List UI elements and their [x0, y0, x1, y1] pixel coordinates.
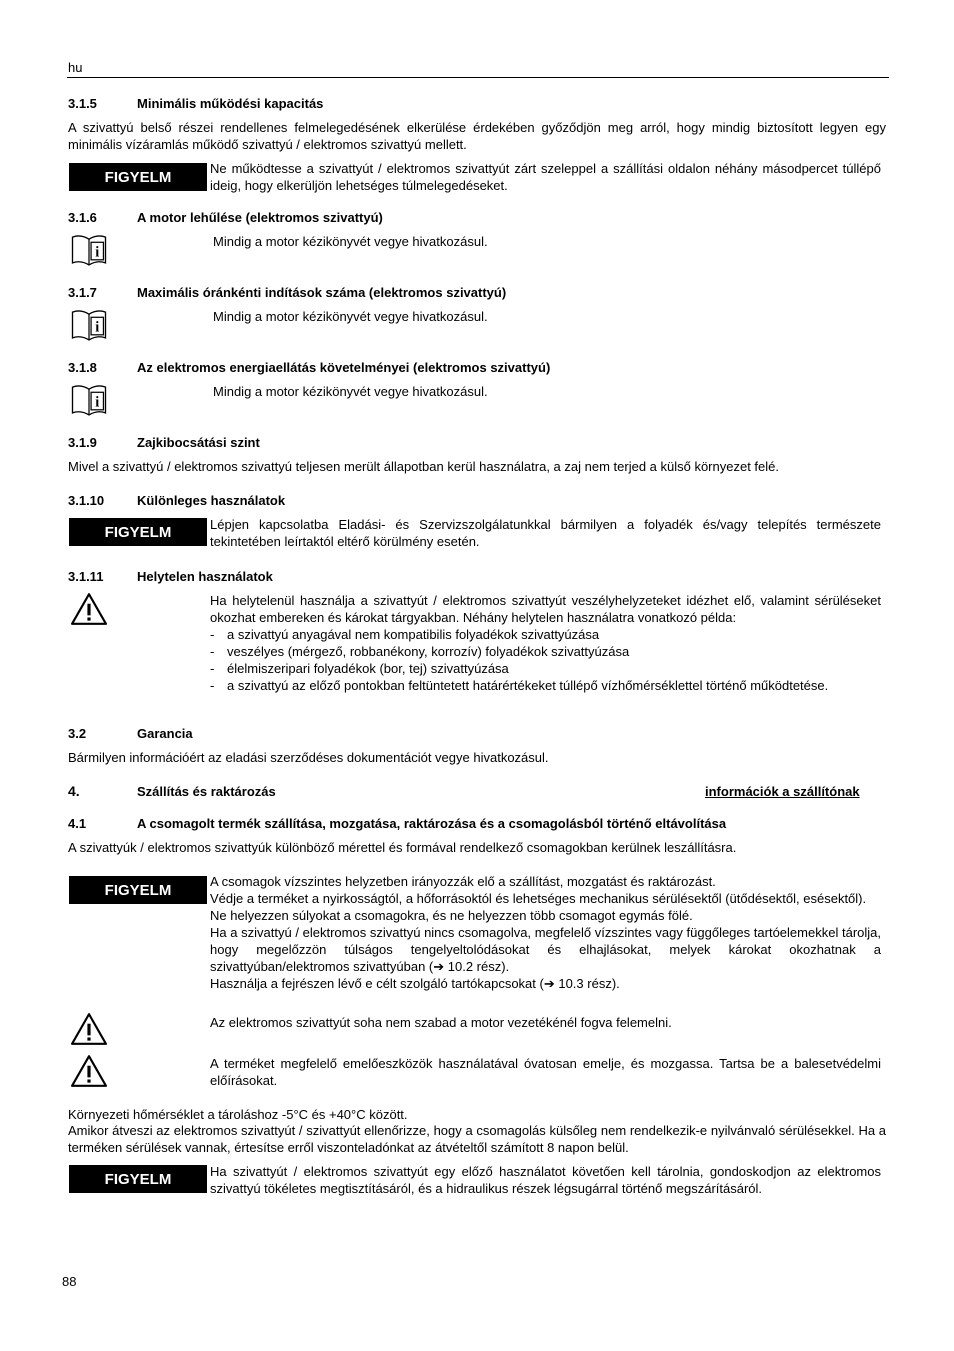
- section-number: 3.2: [68, 726, 87, 741]
- language-code: hu: [68, 60, 83, 75]
- storage-temperature: Környezeti hőmérséklet a tároláshoz -5°C és +40°C között.: [68, 1107, 408, 1122]
- section-number: 3.1.6: [68, 210, 97, 225]
- supplier-info-link[interactable]: információk a szállítónak: [705, 784, 860, 799]
- warning-text: Lépjen kapcsolatba Eladási- és Szervizszolgálatunkkal bármilyen a folyadék és/vagy telepítés természete tekintetében leírtaktól eltérő körülmény esetén.: [210, 517, 881, 549]
- paragraph: Mivel a szivattyú / elektromos szivattyú teljesen merült állapotban kerül használatra, a zaj nem terjed a külső környezet felé.: [68, 459, 780, 474]
- misuse-intro: Ha helytelenül használja a szivattyút / elektromos szivattyút veszélyhelyzeteket idézhet elő, valamint sérüléseket okozhat embereken és károkat tárgyakban. Néhány helytelen használatra vonatkozó példa:: [210, 593, 881, 625]
- danger-text: Az elektromos szivattyút soha nem szabad a motor vezetékénél fogva felemelni.: [210, 1015, 672, 1030]
- misuse-list: [210, 626, 881, 694]
- warning-triangle-icon: [71, 592, 107, 626]
- note-text: Mindig a motor kézikönyvét vegye hivatkozásul.: [213, 309, 488, 324]
- section-title: Különleges használatok: [137, 493, 286, 508]
- paragraph: A szivattyú belső részei rendellenes felmelegedésének elkerülése érdekében győződjön meg arról, hogy mindig biztosított legyen egy minimális vízáramlás működő szivattyú / elektromos szivattyú mellett.: [68, 120, 886, 152]
- header-rule: [67, 77, 889, 78]
- paragraph: A szivattyúk / elektromos szivattyúk különböző mérettel és formával rendelkező csomagokban kerülnek leszállításra.: [68, 840, 737, 855]
- page-number: 88: [62, 1274, 77, 1289]
- warning-text-block: [210, 873, 881, 992]
- list-item: - veszélyes (mérgező, robbanékony, korrozív) folyadékok szivattyúzása: [210, 643, 881, 660]
- section-number: 3.1.5: [68, 96, 97, 111]
- warning-line: Ha a szivattyú / elektromos szivattyú nincs csomagolva, megfelelő vízszintes vagy függőleges tartóelemekkel tárolja, hogy megelőzzön túlságos tengelyeltolódásokat és elhajlásokat, melyek károkat okozhatnak a szivattyúban/elektromos szivattyúban (➔ 10.2 rész).: [210, 925, 881, 974]
- section-number: 3.1.7: [68, 285, 97, 300]
- list-item: - a szivattyú anyagával nem kompatibilis folyadékok szivattyúzása: [210, 626, 881, 643]
- section-title: A csomagolt termék szállítása, mozgatása, raktározása és a csomagolásból történő eltávolítása: [137, 816, 727, 831]
- danger-text: A terméket megfelelő emelőeszközök használatával óvatosan emelje, és mozgassa. Tartsa be a balesetvédelmi előírásokat.: [210, 1056, 881, 1088]
- section-title: Maximális óránkénti indítások száma (elektromos szivattyú): [137, 285, 507, 300]
- section-number: 3.1.9: [68, 435, 97, 450]
- warning-line: Ne helyezzen súlyokat a csomagokra, és ne helyezzen több csomagot egymás fölé.: [210, 908, 693, 923]
- note-text: Mindig a motor kézikönyvét vegye hivatkozásul.: [213, 384, 488, 399]
- warning-label: FIGYELM: [69, 876, 207, 904]
- section-number: 3.1.8: [68, 360, 97, 375]
- manual-book-icon: [71, 308, 107, 341]
- list-item: - élelmiszeripari folyadékok (bor, tej) szivattyúzása: [210, 660, 881, 677]
- chapter-title: Szállítás és raktározás: [137, 784, 276, 799]
- manual-book-icon: [71, 383, 107, 416]
- paragraph: Amikor átveszi az elektromos szivattyút / szivattyút ellenőrizze, hogy a csomagolás külsőleg nem rendelkezik-e nyilvánvaló sérülésekkel. Ha a terméken sérülések vannak, értesítse erről viszonteladónkat az átvételtől számított 8 napon belül.: [68, 1123, 886, 1155]
- warning-label: FIGYELM: [69, 518, 207, 546]
- section-title: Az elektromos energiaellátás követelményei (elektromos szivattyú): [137, 360, 551, 375]
- chapter-number: 4.: [68, 783, 80, 799]
- warning-triangle-icon: [71, 1012, 107, 1046]
- warning-line: A csomagok vízszintes helyzetben irányozzák elő a szállítást, mozgatást és raktározást.: [210, 874, 716, 889]
- list-item: - a szivattyú az előző pontokban feltüntetett határértékeket túllépő vízhőmérséklettel történő működtetése.: [210, 677, 881, 694]
- section-title: Minimális működési kapacitás: [137, 96, 324, 111]
- warning-text: Ha szivattyút / elektromos szivattyút egy előző használatot követően kell tárolnia, gondoskodjon az elektromos szivattyú tökéletes megtisztításáról, és a hidraulikus részek légsugárral történő megszárításáról.: [210, 1164, 881, 1196]
- manual-book-icon: [71, 233, 107, 266]
- section-number: 3.1.11: [68, 569, 104, 584]
- section-number: 4.1: [68, 816, 87, 831]
- warning-line: Használja a fejrészen lévő e célt szolgáló tartókapcsokat (➔ 10.3 rész).: [210, 976, 620, 991]
- paragraph: Bármilyen információért az eladási szerződéses dokumentációt vegye hivatkozásul.: [68, 750, 549, 765]
- section-title: Garancia: [137, 726, 193, 741]
- note-text: Mindig a motor kézikönyvét vegye hivatkozásul.: [213, 234, 488, 249]
- warning-text: Ne működtesse a szivattyút / elektromos szivattyút zárt szeleppel a szállítási oldalon néhány másodpercet túllépő ideig, hogy elkerüljön lehetséges túlmelegedéseket.: [210, 161, 881, 193]
- section-title: A motor lehűlése (elektromos szivattyú): [137, 210, 383, 225]
- section-title: Helytelen használatok: [137, 569, 273, 584]
- misuse-block: [210, 592, 881, 694]
- section-number: 3.1.10: [68, 493, 105, 508]
- warning-label: FIGYELM: [69, 163, 207, 191]
- warning-triangle-icon: [71, 1054, 107, 1088]
- warning-line: Védje a terméket a nyirkosságtól, a hőforrásoktól és lehetséges mechanikus sérülésektől (ütődésektől, esésektől).: [210, 891, 867, 906]
- section-title: Zajkibocsátási szint: [137, 435, 260, 450]
- warning-label: FIGYELM: [69, 1165, 207, 1193]
